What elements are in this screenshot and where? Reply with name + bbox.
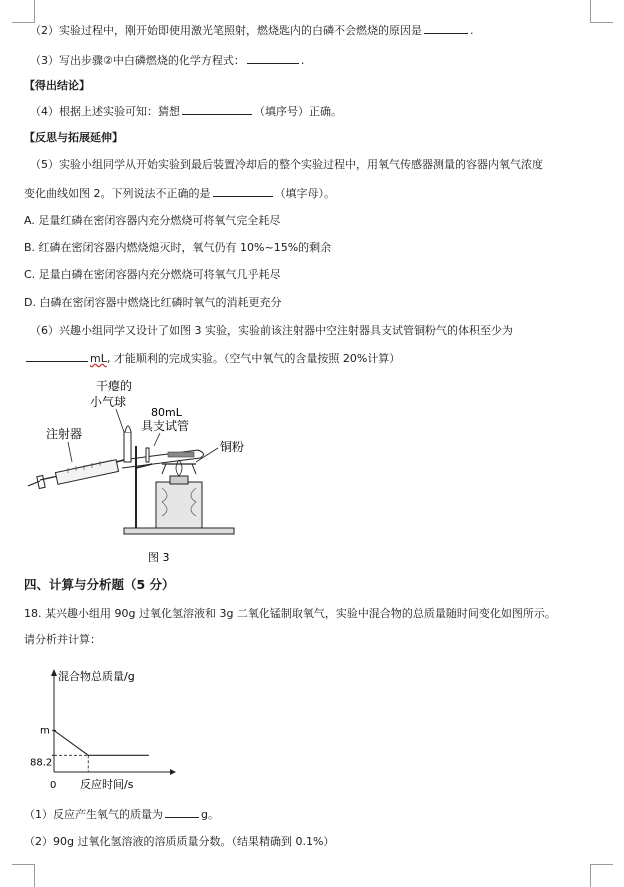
corner-mark-bottom-right	[590, 864, 613, 887]
question-4: （4）根据上述实验可知：猜想 （填序号）正确。	[30, 105, 342, 118]
corner-mark-top-right	[590, 0, 613, 23]
label-tube-line1: 80mL	[151, 406, 182, 419]
question-3: （3）写出步骤②中白磷燃烧的化学方程式： .	[30, 54, 305, 67]
origin-label: 0	[50, 780, 57, 791]
sub-question-2: （2）90g 过氧化氢溶液的溶质质量分数。（结果精确到 0.1%）	[24, 835, 335, 848]
leader-syringe	[68, 442, 72, 462]
y-tick-m: m	[40, 725, 50, 737]
figure-3-apparatus	[28, 376, 258, 568]
conclusion-header: 【得出结论】	[24, 79, 90, 92]
x-axis-arrow	[170, 769, 176, 775]
label-balloon-line2: 小气球	[90, 395, 127, 409]
label-balloon-line1: 干瘪的	[96, 379, 133, 393]
syringe	[28, 460, 124, 489]
question-18-line-1: 18. 某兴趣小组用 90g 过氧化氢溶液和 3g 二氧化锰制取氧气，实验中混合物的总质量随时间变化如图所示。	[24, 607, 556, 620]
question-3-text: （3）写出步骤②中白磷燃烧的化学方程式：	[30, 54, 245, 67]
figure-3-caption: 图 3	[148, 551, 170, 564]
mass-time-chart	[30, 664, 180, 794]
question-18-line-2: 请分析并计算：	[24, 633, 101, 646]
alcohol-lamp	[156, 460, 202, 528]
question-5-line-1: （5）实验小组同学从开始实验到最后装置冷却后的整个实验过程中，用氧气传感器测量的容器内氧气浓度	[30, 158, 543, 171]
y-tick-88-2: 88.2	[30, 757, 53, 769]
corner-mark-top-left	[12, 0, 35, 23]
question-6-line-2: mL, 才能顺利的完成实验。（空气中氧气的含量按照 20%计算）	[24, 350, 400, 367]
option-a: A. 足量红磷在密闭容器内充分燃烧可将氧气完全耗尽	[24, 214, 281, 227]
reflection-header: 【反思与拓展延伸】	[24, 131, 123, 144]
option-c: C. 足量白磷在密闭容器内充分燃烧可将氧气几乎耗尽	[24, 268, 281, 281]
answer-blank	[26, 350, 88, 362]
copper-powder	[168, 452, 194, 457]
answer-blank	[247, 52, 299, 64]
corner-mark-bottom-left	[12, 864, 35, 887]
label-tube-line2: 具支试管	[141, 419, 190, 433]
question-6-line-1: （6）兴趣小组同学又设计了如图 3 实验，实验前该注射器中空注射器具支试管铜粉气的体积至少为	[30, 324, 513, 337]
label-copper: 铜粉	[220, 440, 245, 454]
chart-axes	[51, 669, 176, 775]
series-total-mass	[54, 730, 149, 755]
sub-question-1: （1）反应产生氧气的质量为 g。	[24, 808, 219, 821]
label-syringe: 注射器	[46, 427, 83, 441]
unit-ml: mL	[90, 352, 107, 365]
leader-balloon	[116, 409, 124, 432]
answer-blank	[165, 806, 199, 818]
question-4-text: （4）根据上述实验可知：猜想	[30, 105, 180, 118]
question-5-line-2: 变化曲线如图 2。下列说法不正确的是 （填字母）。	[24, 187, 335, 200]
y-axis-label: 混合物总质量/g	[58, 670, 135, 683]
question-2: （2）实验过程中，刚开始即使用激光笔照射，燃烧匙内的白磷不会燃烧的原因是 .	[30, 24, 474, 37]
answer-blank	[213, 185, 273, 197]
y-axis-arrow	[51, 669, 57, 676]
series-layer	[52, 730, 149, 772]
leader-tube	[154, 433, 160, 446]
option-d: D. 白磷在密闭容器中燃烧比红磷时氧气的消耗更充分	[24, 296, 282, 309]
answer-blank	[182, 103, 252, 115]
answer-blank	[424, 22, 468, 34]
option-b: B. 红磷在密闭容器内燃烧熄灭时，氧气仍有 10%~15%的剩余	[24, 241, 332, 254]
question-2-text: （2）实验过程中，刚开始即使用激光笔照射，燃烧匙内的白磷不会燃烧的原因是	[30, 24, 422, 37]
x-axis-label: 反应时间/s	[80, 778, 134, 791]
section-4-title: 四、计算与分析题（5 分）	[24, 577, 175, 592]
